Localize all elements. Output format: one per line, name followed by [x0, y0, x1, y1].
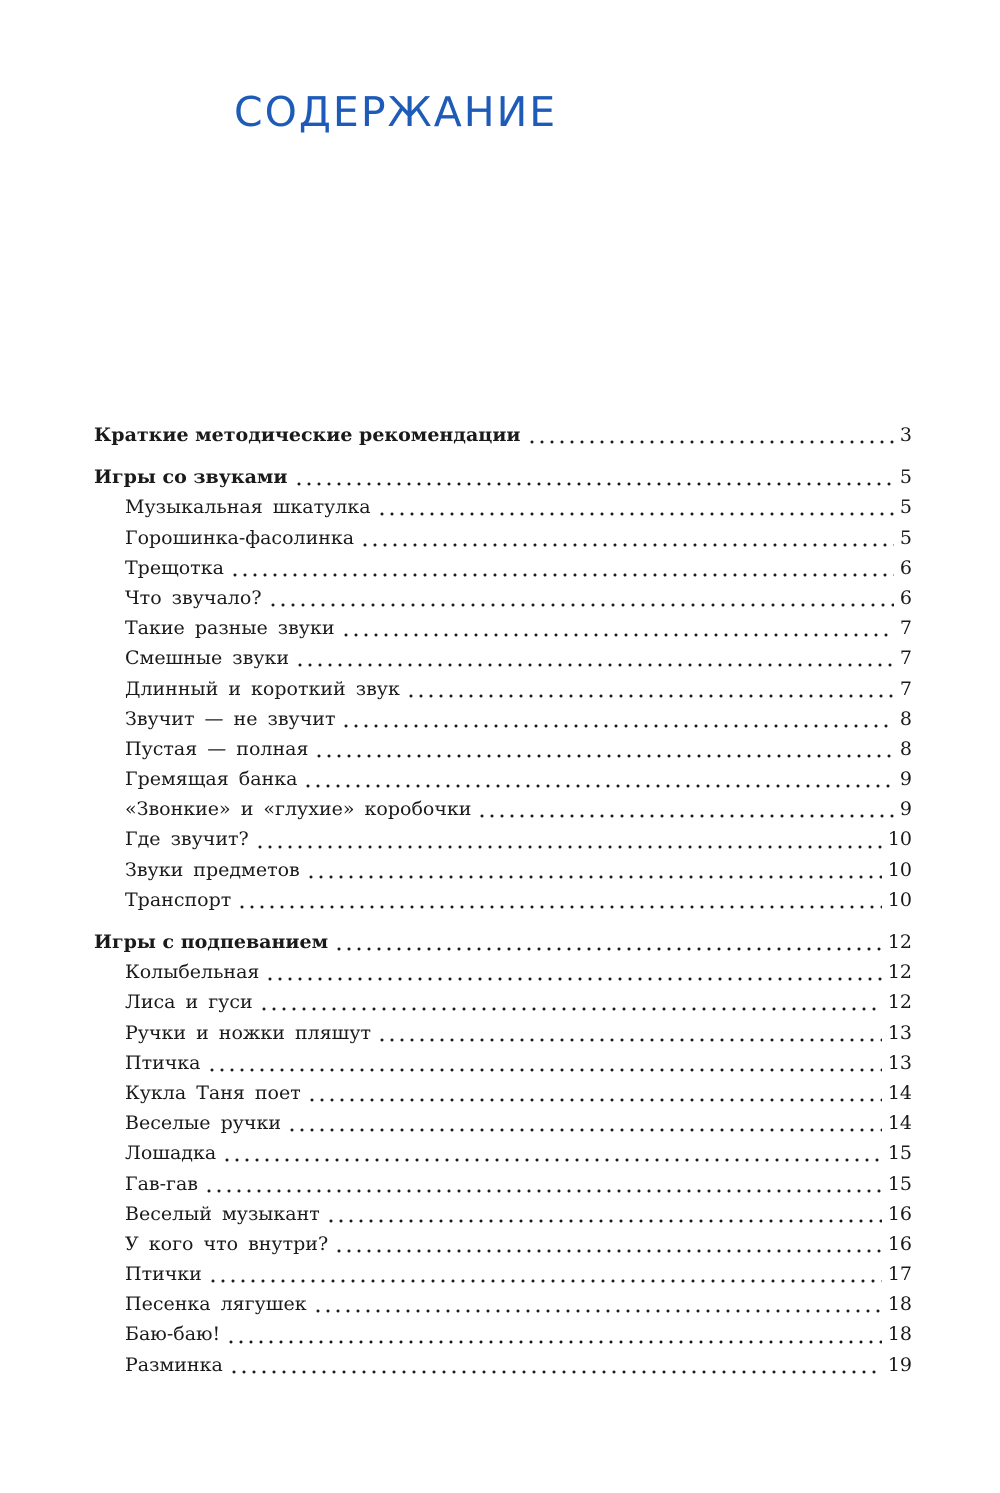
- toc-item-title: Трещотка: [125, 556, 224, 579]
- dot-leader: [307, 1078, 882, 1108]
- toc-item-title: Гремящая банка: [125, 768, 298, 791]
- toc-page-number: 12: [887, 931, 912, 953]
- toc-item-row[interactable]: [94, 885, 912, 915]
- toc-item-row[interactable]: [94, 1259, 912, 1289]
- dot-leader: [341, 613, 894, 643]
- toc-page-number: 9: [899, 798, 912, 821]
- dot-leader: [294, 462, 894, 492]
- toc-item-row[interactable]: [94, 957, 912, 987]
- toc-item-title: Баю-баю!: [125, 1323, 221, 1346]
- toc-item-row[interactable]: [94, 704, 912, 734]
- toc-page-number: 6: [899, 586, 912, 609]
- dot-leader: [295, 643, 894, 673]
- toc-item-title: Длинный и короткий звук: [125, 677, 400, 700]
- toc-page-number: 14: [887, 1081, 912, 1104]
- toc-item-row[interactable]: [94, 1319, 912, 1349]
- dot-leader: [208, 1259, 882, 1289]
- toc-page-number: 14: [887, 1112, 912, 1135]
- toc-section-row[interactable]: [94, 927, 912, 957]
- dot-leader: [334, 1229, 882, 1259]
- dot-leader: [287, 1108, 882, 1138]
- dot-leader: [226, 1320, 882, 1350]
- dot-leader: [334, 927, 882, 957]
- toc-item-row[interactable]: [94, 855, 912, 885]
- toc-page-number: 6: [899, 556, 912, 579]
- toc-item-title: Транспорт: [125, 888, 232, 911]
- dot-leader: [237, 885, 882, 915]
- toc-page-number: 13: [887, 1051, 912, 1074]
- toc-page-number: 3: [899, 424, 912, 446]
- dot-leader: [360, 523, 894, 553]
- dot-leader: [314, 734, 893, 764]
- toc-page-number: 19: [887, 1353, 912, 1376]
- toc-item-row[interactable]: [94, 734, 912, 764]
- toc-item-title: Что звучало?: [125, 586, 262, 609]
- page-title: СОДЕРЖАНИЕ: [234, 88, 558, 136]
- toc-page-number: 18: [887, 1293, 912, 1316]
- toc-item-row[interactable]: [94, 1078, 912, 1108]
- toc-item-row[interactable]: [94, 1229, 912, 1259]
- toc-item-row[interactable]: [94, 1108, 912, 1138]
- toc-page-number: 15: [887, 1142, 912, 1165]
- dot-leader: [377, 492, 894, 522]
- toc-page-number: 13: [887, 1021, 912, 1044]
- toc-item-row[interactable]: [94, 674, 912, 704]
- toc-item-title: Веселые ручки: [125, 1112, 282, 1135]
- toc-item-row[interactable]: [94, 553, 912, 583]
- toc-item-title: Горошинка-фасолинка: [125, 526, 355, 549]
- dot-leader: [341, 704, 893, 734]
- toc-item-title: Такие разные звуки: [125, 617, 335, 640]
- toc-item-title: Птички: [125, 1263, 202, 1286]
- toc-page-number: 7: [899, 677, 912, 700]
- toc-section-row[interactable]: [94, 462, 912, 492]
- toc-item-row[interactable]: [94, 1018, 912, 1048]
- toc-item-row[interactable]: [94, 1350, 912, 1380]
- toc-item-row[interactable]: [94, 583, 912, 613]
- dot-leader: [477, 794, 893, 824]
- toc-page-number: 10: [887, 858, 912, 881]
- toc-item-title: Смешные звуки: [125, 647, 290, 670]
- toc-item-title: Веселый музыкант: [125, 1202, 320, 1225]
- dot-leader: [265, 957, 881, 987]
- toc-page-number: 5: [899, 496, 912, 519]
- toc-item-title: Музыкальная шкатулка: [125, 496, 371, 519]
- toc-item-row[interactable]: [94, 1138, 912, 1168]
- toc-item-row[interactable]: [94, 1048, 912, 1078]
- toc-page-number: 17: [887, 1263, 912, 1286]
- dot-leader: [406, 674, 894, 704]
- dot-leader: [207, 1048, 882, 1078]
- dot-leader: [204, 1169, 882, 1199]
- toc-page-number: 10: [887, 888, 912, 911]
- toc-page-number: 7: [899, 647, 912, 670]
- toc-item-title: Где звучит?: [125, 828, 249, 851]
- toc-item-title: Разминка: [125, 1353, 223, 1376]
- toc-item-row[interactable]: [94, 1289, 912, 1319]
- toc-item-title: Песенка лягушек: [125, 1293, 307, 1316]
- dot-leader: [303, 764, 894, 794]
- toc-section-title: Краткие методические рекомендации: [94, 424, 521, 446]
- toc-item-title: Лиса и гуси: [125, 991, 253, 1014]
- toc-item-title: Звучит — не звучит: [125, 707, 336, 730]
- toc-page-number: 12: [887, 991, 912, 1014]
- toc-item-title: Пустая — полная: [125, 737, 309, 760]
- toc-item-title: Ручки и ножки пляшут: [125, 1021, 372, 1044]
- toc-item-row[interactable]: [94, 643, 912, 673]
- dot-leader: [313, 1289, 882, 1319]
- toc-item-row[interactable]: [94, 1169, 912, 1199]
- toc-section-title: Игры со звуками: [94, 466, 288, 489]
- toc-item-row[interactable]: [94, 824, 912, 854]
- dot-leader: [326, 1199, 882, 1229]
- toc-page-number: 16: [887, 1232, 912, 1255]
- dot-leader: [268, 583, 894, 613]
- toc-page-number: 18: [887, 1323, 912, 1346]
- toc-page-number: 8: [899, 737, 912, 760]
- toc-page-number: 7: [899, 617, 912, 640]
- dot-leader: [229, 1350, 882, 1380]
- dot-leader: [377, 1018, 882, 1048]
- toc-item-row[interactable]: [94, 492, 912, 522]
- toc-item-row[interactable]: [94, 613, 912, 643]
- dot-leader: [255, 825, 882, 855]
- toc-item-row[interactable]: [94, 987, 912, 1017]
- toc-page-number: 9: [899, 768, 912, 791]
- toc-item-title: «Звонкие» и «глухие» коробочки: [125, 798, 472, 821]
- toc-item-row[interactable]: [94, 764, 912, 794]
- toc-item-title: Птичка: [125, 1051, 201, 1074]
- toc-item-row[interactable]: [94, 523, 912, 553]
- toc-page-number: 15: [887, 1172, 912, 1195]
- toc-page-number: 10: [887, 828, 912, 851]
- toc-item-title: Звуки предметов: [125, 858, 300, 881]
- toc-section-row[interactable]: [94, 420, 912, 450]
- toc-item-row[interactable]: [94, 794, 912, 824]
- table-of-contents: [94, 420, 912, 1380]
- toc-page-number: 12: [887, 961, 912, 984]
- toc-section-title: Игры с подпеванием: [94, 931, 329, 953]
- toc-page-number: 5: [899, 526, 912, 549]
- dot-leader: [222, 1138, 882, 1168]
- dot-leader: [306, 855, 882, 885]
- toc-item-row[interactable]: [94, 1199, 912, 1229]
- dot-leader: [259, 987, 882, 1017]
- toc-page-number: 5: [899, 466, 912, 489]
- toc-page-number: 16: [887, 1202, 912, 1225]
- toc-item-title: Колыбельная: [125, 961, 260, 984]
- toc-item-title: Гав-гав: [125, 1172, 199, 1195]
- toc-item-title: Кукла Таня поет: [125, 1081, 301, 1104]
- dot-leader: [230, 553, 894, 583]
- toc-item-title: Лошадка: [125, 1142, 217, 1165]
- dot-leader: [527, 420, 894, 450]
- toc-page-number: 8: [899, 707, 912, 730]
- toc-item-title: У кого что внутри?: [125, 1232, 329, 1255]
